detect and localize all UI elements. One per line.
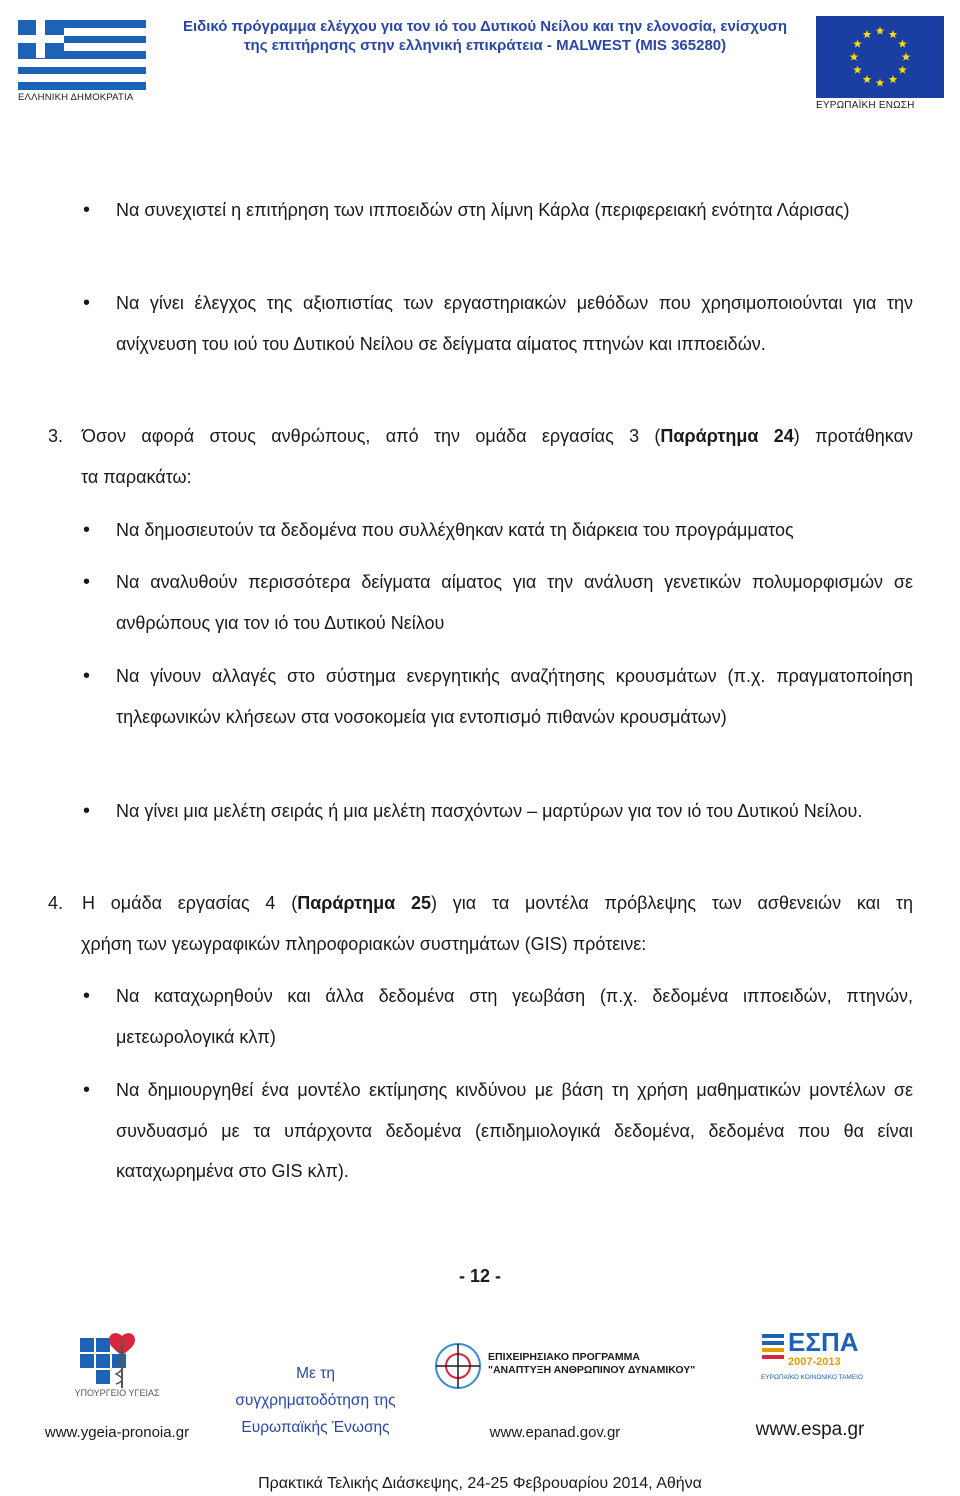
eu-star-icon	[876, 79, 885, 87]
paragraph-text: Όσον αφορά στους ανθρώπους, από την ομάδα εργασίας 3 (	[82, 426, 661, 446]
greek-flag-icon	[18, 20, 146, 90]
list-item: • Να γίνουν αλλαγές στο σύστημα ενεργητικής αναζήτησης κρουσμάτων (π.χ. πραγματοποίηση τηλεφωνικών κλήσεων στα νοσοκομεία για εντοπισμό πιθανών κρουσμάτων)	[83, 656, 913, 737]
paragraph-number: 4.	[48, 893, 64, 913]
paragraph-text: Η ομάδα εργασίας 4 (	[82, 893, 298, 913]
espa-link[interactable]: www.espa.gr	[755, 1419, 865, 1440]
paragraph-continuation: τα παρακάτω:	[81, 466, 192, 487]
programme-title-line1: Ειδικό πρόγραμμα ελέγχου για τον ιό του Δυτικού Νείλου και την ελονοσία, ενίσχυση	[182, 18, 788, 35]
page-footer	[0, 1318, 960, 1496]
eu-star-icon	[889, 30, 898, 38]
list-item: • Να δημοσιευτούν τα δεδομένα που συλλέχθηκαν κατά τη διάρκεια του προγράμματος	[83, 510, 913, 551]
list-item: • Να συνεχιστεί η επιτήρηση των ιπποειδών στη λίμνη Κάρλα (περιφερειακή ενότητα Λάρισας)	[83, 190, 913, 231]
epanad-logo	[430, 1338, 696, 1393]
numbered-paragraph-4-first-line	[48, 883, 913, 924]
eu-star-icon	[876, 27, 885, 35]
numbered-paragraph-4	[48, 883, 913, 964]
list-item: • Να καταχωρηθούν και άλλα δεδομένα στη γεωβάση (π.χ. δεδομένα ιπποειδών, πτηνών, μετεωρολογικά κλπ)	[83, 976, 913, 1057]
eu-star-icon	[863, 30, 872, 38]
epanad-title-line1: ΕΠΙΧΕΙΡΗΣΙΑΚΟ ΠΡΟΓΡΑΜΜΑ	[488, 1351, 640, 1363]
list-item: • Να γίνει έλεγχος της αξιοπιστίας των εργαστηριακών μεθόδων που χρησιμοποιούνται για την ανίχνευση του ιού του Δυτικού Νείλου σε δείγματα αίματος πτηνών και ιπποειδών.	[83, 283, 913, 364]
greek-republic-logo	[18, 20, 146, 103]
paragraph-text: ) προτάθηκαν	[793, 426, 913, 446]
espa-subtitle: ΕΥΡΩΠΑΪΚΟ ΚΟΙΝΩΝΙΚΟ ΤΑΜΕΙΟ	[760, 1374, 864, 1381]
eu-flag-icon	[816, 16, 944, 98]
greek-republic-label: ΕΛΛΗΝΙΚΗ ΔΗΜΟΚΡΑΤΙΑ	[18, 92, 134, 103]
numbered-paragraph-3-first-line	[48, 416, 913, 457]
eu-label: ΕΥΡΩΠΑΪΚΗ ΕΝΩΣΗ	[816, 100, 915, 111]
annex-reference: Παράρτημα 25	[297, 893, 432, 913]
eu-cofunding-note	[218, 1360, 413, 1441]
eu-star-icon	[902, 53, 911, 61]
paragraph-number: 3.	[48, 426, 64, 446]
numbered-paragraph-3	[48, 416, 913, 497]
eu-star-icon	[898, 40, 907, 48]
eu-star-icon	[853, 66, 862, 74]
list-item: • Να δημιουργηθεί ένα μοντέλο εκτίμησης κινδύνου με βάση τη χρήση μαθηματικών μοντέλων σε συνδυασμό με τα υπάρχοντα δεδομένα (επιδημιολογικά δεδομένα, δεδομένα που θα είναι καταχωρημένα στο GIS κλπ).	[83, 1070, 913, 1192]
paragraph-continuation: χρήση των γεωγραφικών πληροφοριακών συστημάτων (GIS) πρότεινε:	[81, 933, 647, 954]
epanad-link[interactable]: www.epanad.gov.gr	[489, 1424, 621, 1441]
page-number: - 12 -	[458, 1266, 501, 1286]
cofunding-line: Ευρωπαϊκής Ένωσης	[241, 1419, 390, 1436]
programme-title-line2: της επιτήρησης στην ελληνική επικράτεια - MALWEST (MIS 365280)	[243, 37, 727, 54]
ministry-of-health-logo-icon	[70, 1330, 160, 1392]
eu-star-icon	[889, 75, 898, 83]
eu-logo	[816, 16, 944, 111]
list-item: • Να γίνει μια μελέτη σειράς ή μια μελέτη πασχόντων – μαρτύρων για τον ιό του Δυτικού Νείλου.	[83, 791, 913, 832]
list-item: • Να αναλυθούν περισσότερα δείγματα αίματος για την ανάλυση γενετικών πολυμορφισμών σε ανθρώπους για τον ιό του Δυτικού Νείλου	[83, 562, 913, 643]
eu-star-icon	[898, 66, 907, 74]
espa-logo	[758, 1326, 862, 1388]
programme-title	[160, 17, 810, 55]
eu-star-icon	[850, 53, 859, 61]
paragraph-text: ) για τα μοντέλα πρόβλεψης των ασθενειών και τη	[431, 893, 913, 913]
epanad-title-line2: "ΑΝΑΠΤΥΞΗ ΑΝΘΡΩΠΙΝΟΥ ΔΥΝΑΜΙΚΟΥ"	[488, 1364, 696, 1376]
ygeia-link[interactable]: www.ygeia-pronoia.gr	[44, 1424, 190, 1441]
cofunding-line: Με τη	[296, 1365, 335, 1382]
annex-reference: Παράρτημα 24	[660, 426, 794, 446]
espa-years: 2007-2013	[788, 1356, 841, 1368]
espa-title: ΕΣΠΑ	[788, 1327, 859, 1357]
eu-star-icon	[863, 75, 872, 83]
ministry-of-health-label: ΥΠΟΥΡΓΕΙΟ ΥΓΕΙΑΣ	[74, 1388, 160, 1398]
page-header	[0, 0, 960, 115]
eu-star-icon	[853, 40, 862, 48]
conference-caption: Πρακτικά Τελικής Διάσκεψης, 24-25 Φεβρουαρίου 2014, Αθήνα	[258, 1475, 702, 1492]
cofunding-line: συγχρηματοδότηση της	[235, 1392, 396, 1409]
